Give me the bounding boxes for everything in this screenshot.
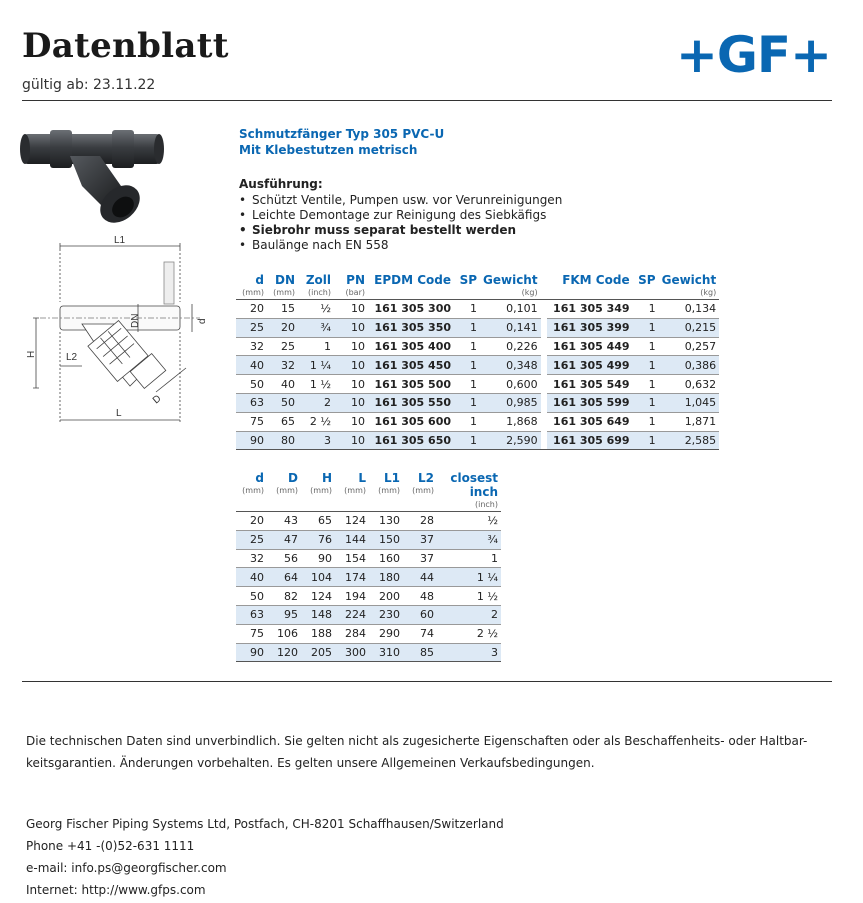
table-cell: 20 [236,300,267,319]
table-cell: 124 [301,587,335,606]
table-cell: 80 [267,431,298,450]
table-cell: 2 [437,605,501,624]
table-cell: 1 [437,549,501,568]
table-cell: 284 [335,624,369,643]
column-header-unit: (kg) [521,288,538,297]
column-header-unit: (mm) [242,288,264,297]
table-cell: 0,101 [480,300,541,319]
table-cell: 161 305 349 [547,300,633,319]
table-cell: 310 [369,643,403,662]
column-header-label: Gewicht [483,273,538,287]
column-header-label: D [288,471,298,485]
table-cell: 1,045 [659,393,720,412]
table-cell: 1 ½ [437,587,501,606]
column-header-label: PN [346,273,365,287]
table-cell: 32 [236,549,267,568]
table-cell: 150 [369,530,403,549]
table-cell: 161 305 400 [368,337,454,356]
table-row [236,512,501,531]
table-cell: 1 [298,337,334,356]
table-cell: 161 305 499 [547,356,633,375]
table-cell: 47 [267,530,301,549]
column-header-label: L [358,471,366,485]
table-cell: 10 [334,318,368,337]
product-title-line2: Mit Klebestutzen metrisch [239,143,418,157]
email-link[interactable]: e-mail: info.ps@georgfischer.com [26,861,227,875]
table-cell: 160 [369,549,403,568]
table-cell: 161 305 449 [547,337,633,356]
table-cell: 0,348 [480,356,541,375]
table-row [236,643,501,662]
table-cell: 1 [633,318,659,337]
table-row [236,431,719,450]
gf-logo: +GF+ [676,26,831,84]
table-cell: 10 [334,337,368,356]
label-d: d [197,318,208,324]
label-L: L [116,408,122,419]
table-row [236,549,501,568]
table-cell: 1 ¼ [437,568,501,587]
table-cell: 76 [301,530,335,549]
table-cell: 37 [403,530,437,549]
execution-list [239,193,562,253]
column-header [236,471,267,512]
table-cell: ½ [437,512,501,531]
column-header [633,273,659,300]
column-header [659,273,720,300]
table-cell: 20 [267,318,298,337]
table-cell: 230 [369,605,403,624]
table-cell: 65 [301,512,335,531]
product-photo [20,126,170,224]
table-cell: 75 [236,412,267,431]
table-cell: 1 ¼ [298,356,334,375]
column-header [298,273,334,300]
table-cell: 2 [298,393,334,412]
table-cell: 1,868 [480,412,541,431]
table-cell: 194 [335,587,369,606]
table-cell: 1 [633,393,659,412]
column-header-unit: (mm) [242,486,264,495]
table-cell: 64 [267,568,301,587]
table-cell: 161 305 300 [368,300,454,319]
table-cell: 1 ½ [298,375,334,394]
table-row [236,375,719,394]
column-header [368,273,454,300]
table-row [236,605,501,624]
table-cell: 1 [633,356,659,375]
table-cell: 74 [403,624,437,643]
table-cell: 0,226 [480,337,541,356]
table-cell: 161 305 350 [368,318,454,337]
bullet-item: • Schützt Ventile, Pumpen usw. vor Verunreinigungen [239,193,562,208]
table-cell: 63 [236,605,267,624]
table-cell: 90 [236,431,267,450]
disclaimer [26,730,807,774]
table-cell: 0,134 [659,300,720,319]
header-divider [22,100,832,101]
table-cell: 188 [301,624,335,643]
table-cell: 95 [267,605,301,624]
table-cell: 124 [335,512,369,531]
column-header [454,273,480,300]
technical-drawing [20,232,220,432]
column-header [403,471,437,512]
label-H: H [26,350,37,358]
company-address: Georg Fischer Piping Systems Ltd, Postfach, CH-8201 Schaffhausen/Switzerland [26,817,504,831]
column-header-unit: (bar) [345,288,365,297]
table-cell: 10 [334,300,368,319]
table-cell: 130 [369,512,403,531]
table-cell: ½ [298,300,334,319]
table-cell: 154 [335,549,369,568]
column-header [437,471,501,512]
table-cell: 85 [403,643,437,662]
table-cell: 1 [633,431,659,450]
table-cell: 32 [267,356,298,375]
table-cell: 1 [454,300,480,319]
table-cell: 10 [334,431,368,450]
column-header-unit: (inch) [474,500,498,509]
table-cell: 0,632 [659,375,720,394]
column-header [547,273,633,300]
disclaimer-line2: keitsgarantien. Änderungen vorbehalten. Es gelten unsere Allgemeinen Verkaufsbedingungen. [26,756,595,770]
table-cell: 44 [403,568,437,587]
table-cell: 300 [335,643,369,662]
table-cell: 10 [334,393,368,412]
table-row [236,318,719,337]
contact-block [26,813,504,901]
table-row [236,568,501,587]
table-cell: 290 [369,624,403,643]
table-cell: 2 ½ [298,412,334,431]
table-cell: 161 305 450 [368,356,454,375]
table-cell: 2,585 [659,431,720,450]
table-cell: 28 [403,512,437,531]
label-L1: L1 [114,235,126,246]
table-cell: 2,590 [480,431,541,450]
table-cell: 0,600 [480,375,541,394]
label-L2: L2 [66,352,78,363]
table-cell: 1 [454,318,480,337]
table-cell: 161 305 500 [368,375,454,394]
phone: Phone +41 -(0)52-631 1111 [26,839,195,853]
table-cell: 82 [267,587,301,606]
table-cell: 0,985 [480,393,541,412]
table-cell: 0,386 [659,356,720,375]
table-cell: 161 305 699 [547,431,633,450]
table-cell: 148 [301,605,335,624]
product-title-line1: Schmutzfänger Typ 305 PVC-U [239,127,445,141]
table-cell: 15 [267,300,298,319]
table-cell: ¾ [298,318,334,337]
column-header-label: H [321,471,332,485]
bullet-item: • Baulänge nach EN 558 [239,238,562,253]
column-header [236,273,267,300]
table-cell: 161 305 650 [368,431,454,450]
dimensions-table [236,471,501,662]
column-header-unit: (mm) [378,486,400,495]
table-cell: 200 [369,587,403,606]
table-cell: 161 305 599 [547,393,633,412]
column-header-label: Zoll [305,273,331,287]
table-cell: 0,257 [659,337,720,356]
column-header [267,471,301,512]
page-title: Datenblatt [22,26,229,66]
column-header [301,471,335,512]
table-cell: 10 [334,375,368,394]
table-row [236,530,501,549]
table-cell: 161 305 649 [547,412,633,431]
table-cell: 10 [334,356,368,375]
table-cell: 1 [633,412,659,431]
table-cell: 25 [267,337,298,356]
table-cell: 1 [454,393,480,412]
table-row [236,356,719,375]
table-cell: 1 [633,337,659,356]
table-cell: 25 [236,530,267,549]
table-cell: 120 [267,643,301,662]
table-cell: 174 [335,568,369,587]
table-cell: 1 [454,412,480,431]
table-cell: 1 [633,300,659,319]
website-link[interactable]: Internet: http://www.gfps.com [26,883,206,897]
table-cell: 90 [301,549,335,568]
table-cell: 1 [454,375,480,394]
table-cell: 161 305 600 [368,412,454,431]
table-cell: 2 ½ [437,624,501,643]
table-cell: 50 [236,587,267,606]
table-cell: 90 [236,643,267,662]
bullet-item: • Siebrohr muss separat bestellt werden [239,223,562,238]
table-cell: 75 [236,624,267,643]
table-row [236,393,719,412]
label-D: D [150,393,164,407]
column-header-unit: (kg) [700,288,717,297]
valid-date: gültig ab: 23.11.22 [22,77,156,93]
column-header-unit: (mm) [273,288,295,297]
table-cell: ¾ [437,530,501,549]
column-header-label: d [255,471,264,485]
table-cell: 161 305 549 [547,375,633,394]
column-header [335,471,369,512]
column-header-unit: (mm) [344,486,366,495]
table-cell: 0,141 [480,318,541,337]
table-cell: 43 [267,512,301,531]
table-cell: 65 [267,412,298,431]
table-cell: 205 [301,643,335,662]
table-row [236,624,501,643]
table-cell: 50 [267,393,298,412]
table-cell: 60 [403,605,437,624]
column-header-label: L1 [384,471,400,485]
table-cell: 3 [298,431,334,450]
table-cell: 161 305 550 [368,393,454,412]
table-cell: 40 [236,356,267,375]
table-cell: 63 [236,393,267,412]
column-header-unit: (mm) [310,486,332,495]
table-cell: 20 [236,512,267,531]
bullet-item: • Leichte Demontage zur Reinigung des Siebkäfigs [239,208,562,223]
table-cell: 0,215 [659,318,720,337]
label-DN: DN [130,313,141,328]
column-header-label: DN [274,273,295,287]
table-cell: 25 [236,318,267,337]
table-cell: 144 [335,530,369,549]
column-header-label: FKM Code [562,273,630,287]
table-cell: 106 [267,624,301,643]
table-cell: 48 [403,587,437,606]
column-header [480,273,541,300]
column-header-unit: (mm) [276,486,298,495]
table-cell: 3 [437,643,501,662]
column-header [267,273,298,300]
table-cell: 32 [236,337,267,356]
column-header-label: EPDM Code [374,273,451,287]
column-header-label: SP [459,273,477,287]
column-header-unit: (inch) [307,288,331,297]
table-row [236,412,719,431]
disclaimer-line1: Die technischen Daten sind unverbindlich. Sie gelten nicht als zugesicherte Eigenschaften oder als Beschaffenheits- oder Haltbar- [26,734,808,748]
product-title [239,126,444,158]
table-row [236,300,719,319]
table-cell: 1 [454,337,480,356]
table-cell: 37 [403,549,437,568]
table-cell: 161 305 399 [547,318,633,337]
column-header-label: SP [638,273,656,287]
column-header-label: d [255,273,264,287]
table-cell: 1 [454,356,480,375]
table-cell: 104 [301,568,335,587]
table-cell: 40 [267,375,298,394]
column-header [334,273,368,300]
table-cell: 1 [454,431,480,450]
column-header-label: Gewicht [661,273,717,287]
table-cell: 180 [369,568,403,587]
order-table [236,273,719,450]
table-cell: 1,871 [659,412,720,431]
table-row [236,337,719,356]
table-cell: 1 [633,375,659,394]
execution-heading: Ausführung: [239,177,323,191]
table-cell: 224 [335,605,369,624]
table-row [236,587,501,606]
table-cell: 40 [236,568,267,587]
column-header-label: closest inch [450,471,498,499]
table-cell: 50 [236,375,267,394]
column-header [369,471,403,512]
table-cell: 56 [267,549,301,568]
column-header-unit: (mm) [412,486,434,495]
column-header-label: L2 [418,471,434,485]
table-cell: 10 [334,412,368,431]
content-divider [22,681,832,682]
